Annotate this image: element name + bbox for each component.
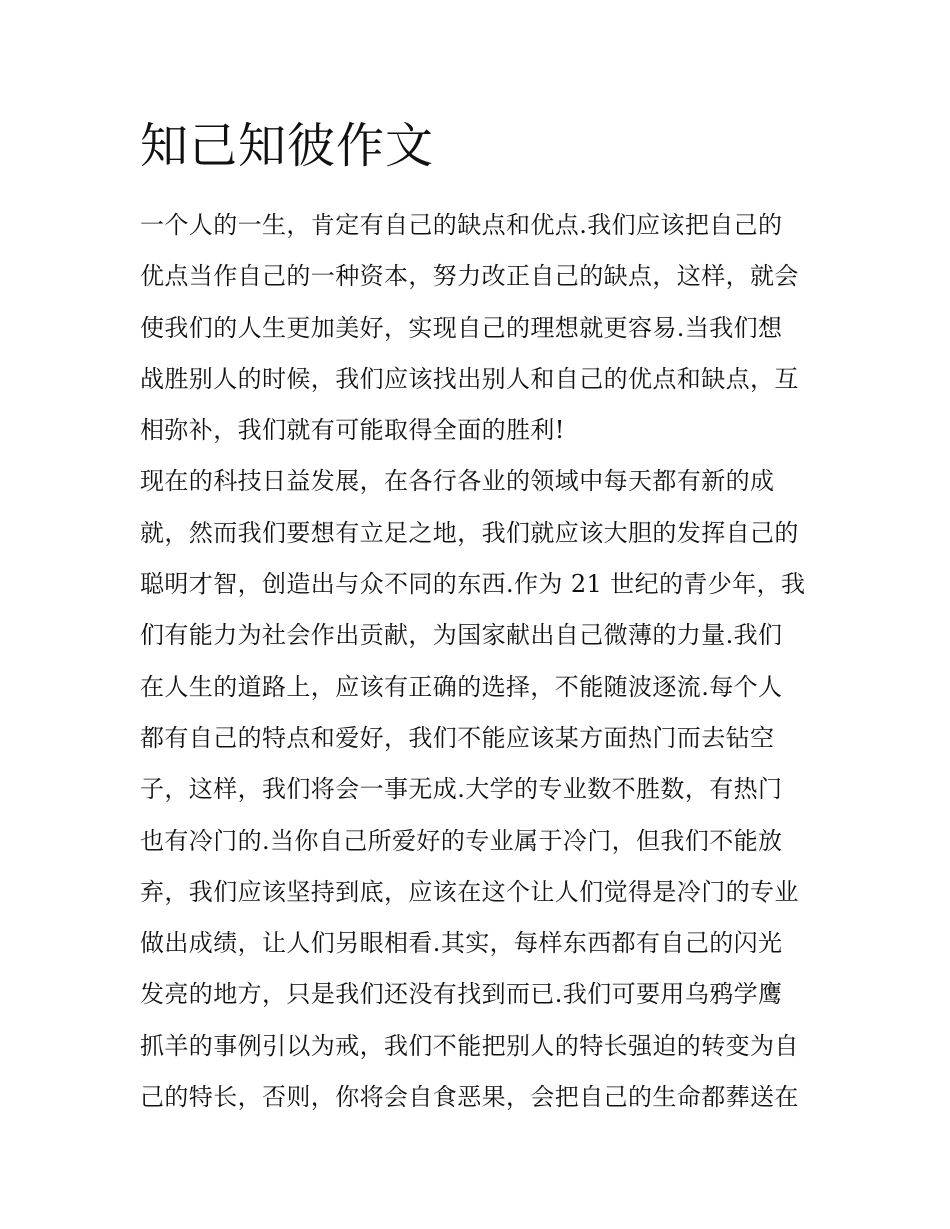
text-line: 也有冷门的.当你自己所爱好的专业属于冷门，但我们不能放 [140, 826, 783, 855]
text-line: 抓羊的事例引以为戒，我们不能把别人的特长强迫的转变为自 [140, 1031, 799, 1060]
text-line: 都有自己的特点和爱好，我们不能应该某方面热门而去钻空 [140, 723, 775, 752]
document-title: 知己知彼作文 [140, 118, 435, 174]
text-line: 发亮的地方，只是我们还没有找到而已.我们可要用乌鸦学鹰 [140, 980, 783, 1009]
text-line: 优点当作自己的一种资本，努力改正自己的缺点，这样，就会 [140, 262, 799, 291]
text-line: 们有能力为社会作出贡献，为国家献出自己微薄的力量.我们 [140, 621, 783, 650]
text-line: 子，这样，我们将会一事无成.大学的专业数不胜数，有热门 [140, 775, 783, 804]
text-line: 使我们的人生更加美好，实现自己的理想就更容易.当我们想 [140, 313, 783, 342]
text-line: 相弥补，我们就有可能取得全面的胜利! [140, 416, 565, 445]
text-line: 现在的科技日益发展，在各行各业的领域中每天都有新的成 [140, 467, 775, 496]
text-line: 在人生的道路上，应该有正确的选择，不能随波逐流.每个人 [140, 672, 783, 701]
text-line: 己的特长，否则，你将会自食恶果，会把自己的生命都葬送在 [140, 1083, 799, 1112]
document-body [140, 200, 820, 1123]
text-line: 做出成绩，让人们另眼相看.其实，每样东西都有自己的闪光 [140, 929, 783, 958]
text-line: 战胜别人的时候，我们应该找出别人和自己的优点和缺点，互 [140, 364, 799, 393]
text-line: 就，然而我们要想有立足之地，我们就应该大胆的发挥自己的 [140, 518, 799, 547]
text-line: 聪明才智，创造出与众不同的东西.作为 21 世纪的青少年，我 [140, 570, 806, 599]
text-line: 一个人的一生，肯定有自己的缺点和优点.我们应该把自己的 [140, 211, 783, 239]
text-line: 弃，我们应该坚持到底，应该在这个让人们觉得是冷门的专业 [140, 877, 799, 906]
